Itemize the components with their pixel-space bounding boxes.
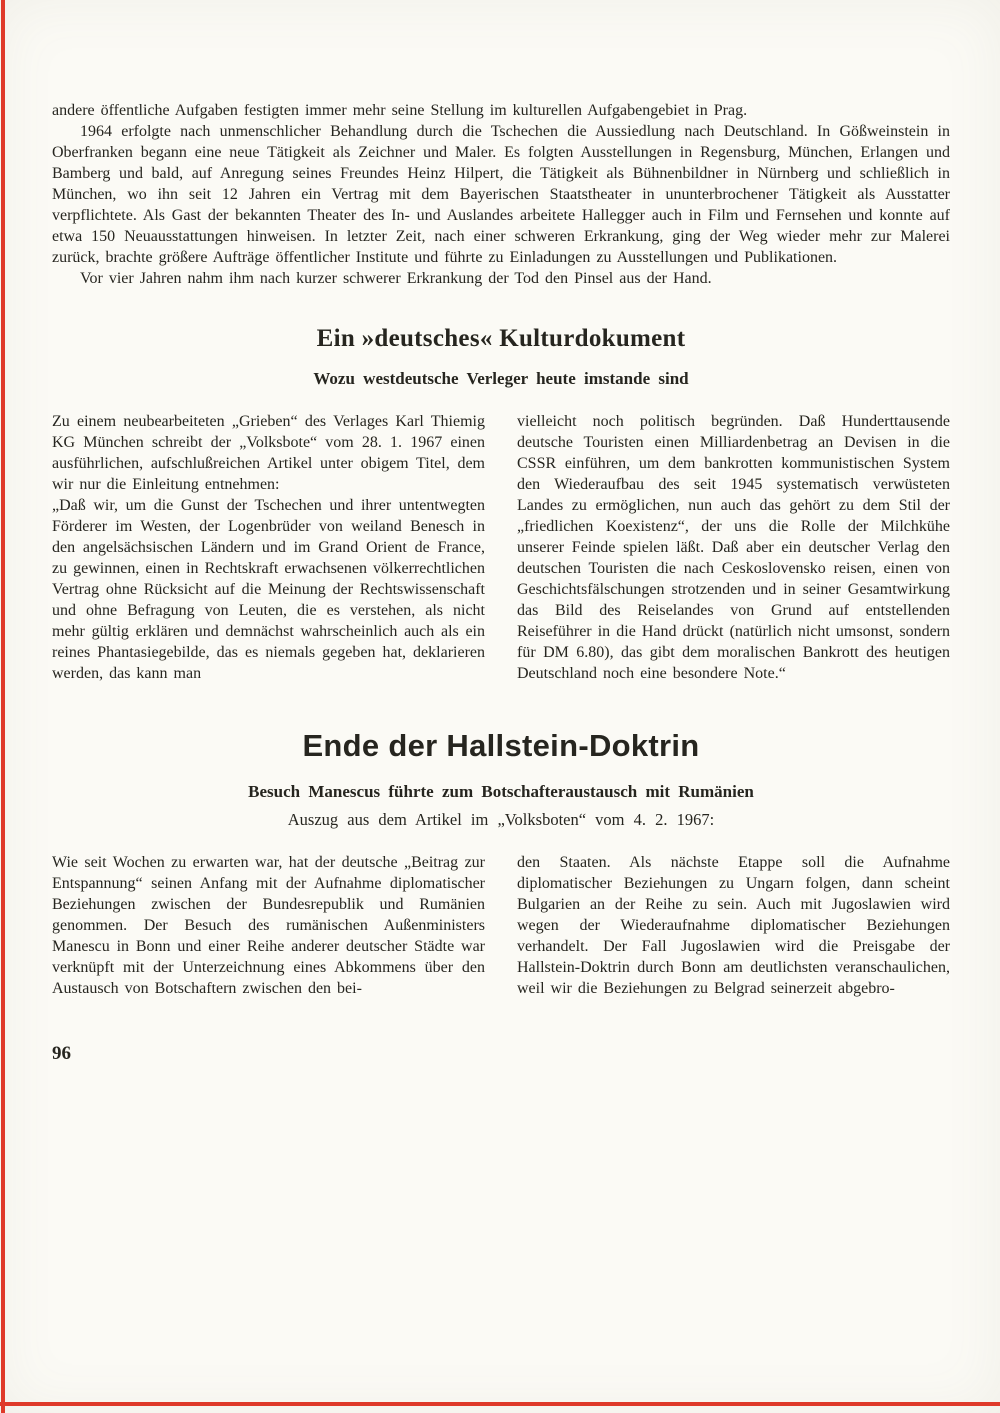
column-paragraph: den Staaten. Als nächste Etappe soll die Aufnahme diplomatischer Beziehungen zu Ungarn folgen, dann scheint Bulgarien an der Reihe zu sein. Auch mit Jugoslawien wird wegen der Wiederaufnahme diplomatischer Beziehungen verhandelt. Der Fall Jugoslawien wird die Preisgabe der Hallstein-Doktrin durch Bonn am deutlichsten veranschaulichen, weil wir die Beziehungen zu Belgrad seinerzeit abgebro- <box>517 854 950 997</box>
intro-paragraph: Vor vier Jahren nahm ihm nach kurzer schwerer Erkrankung der Tod den Pinsel aus der Hand. <box>80 270 712 287</box>
section-subtitle-kulturdokument: Wozu westdeutsche Verleger heute imstande sind <box>313 369 689 388</box>
page-content <box>52 100 950 1065</box>
page-left-border <box>1 0 5 1413</box>
section-title-kulturdokument: Ein »deutsches« Kulturdokument <box>316 325 686 352</box>
left-column <box>52 411 485 684</box>
intro-paragraph: andere öffentliche Aufgaben festigten immer mehr seine Stellung im kulturellen Aufgabengebiet in Prag. <box>52 102 748 119</box>
two-column-layout-kulturdokument <box>52 411 950 684</box>
right-column <box>517 852 950 999</box>
section-subtitle-hallstein: Besuch Manescus führte zum Botschafteraustausch mit Rumänien <box>248 782 754 801</box>
column-paragraph: Wie seit Wochen zu erwarten war, hat der deutsche „Beitrag zur Entspannung“ seinen Anfang mit der Aufnahme diplomatischer Beziehungen zwischen der Bundesrepublik und Rumänien genommen. Der Besuch des rumänischen Außenministers Manescu in Bonn und einer Reihe anderer deutscher Städte war verknüpft mit der Unterzeichnung eines Abkommens über den Austausch von Botschaftern zwischen den bei- <box>52 854 485 997</box>
column-paragraph: „Daß wir, um die Gunst der Tschechen und ihrer untentwegten Förderer im Westen, der Logenbrüder von weiland Benesch in den angelsächsischen Ländern und im Grand Orient de France, zu gewinnen, einen in Rechtskraft erwachsenen völkerrechtlichen Vertrag ohne Rücksicht auf die Meinung der Rechtswissenschaft und ohne Befragung von Leuten, die es verstehen, als nicht mehr gültig erklären und demnächst wahrscheinlich auch als ein reines Phantasiegebilde, das es niemals gegeben hat, deklarieren werden, das kann man <box>52 497 485 682</box>
source-line: Auszug aus dem Artikel im „Volksboten“ vom 4. 2. 1967: <box>287 810 715 829</box>
section-title-hallstein: Ende der Hallstein-Doktrin <box>302 728 700 763</box>
page-number: 96 <box>52 1043 71 1064</box>
page-bottom-border <box>0 1402 1000 1406</box>
intro-paragraph: 1964 erfolgte nach unmenschlicher Behandlung durch die Tschechen die Aussiedlung nach Deutschland. In Gößweinstein in Oberfranken begann eine neue Tätigkeit als Zeichner und Maler. Es folgten Ausstellungen in Regensburg, München, Erlangen und Bamberg und bald, auf Anregung seines Freundes Heinz Hilpert, die Tätigkeit als Bühnenbildner in Nürnberg und schließlich in München, wo ihn seit 12 Jahren ein Vertrag mit dem Bayerischen Staatstheater in ununterbrochener Tätigkeit als Ausstatter verpflichtete. Als Gast der bekannten Theater des In- und Auslandes arbeitete Hallegger auch in Film und Fernsehen und konnte auf etwa 150 Neuausstattungen hinweisen. In letzter Zeit, nach einer schweren Erkrankung, ging der Weg wieder mehr zur Malerei zurück, brachte größere Aufträge öffentlicher Institute und führte zu Einladungen zu Ausstellungen und Publikationen. <box>52 123 950 266</box>
column-paragraph: Zu einem neubearbeiteten „Grieben“ des Verlages Karl Thiemig KG München schreibt der „Volksbote“ vom 28. 1. 1967 einen ausführlichen, aufschlußreichen Artikel unter obigem Titel, dem wir nur die Einleitung entnehmen: <box>52 413 485 493</box>
left-column <box>52 852 485 999</box>
column-paragraph: vielleicht noch politisch begründen. Daß Hunderttausende deutsche Touristen einen Milliardenbetrag an Devisen in die CSSR einführen, um dem bankrotten kommunistischen System den Wiederaufbau des seit 1945 systematisch verwüsteten Landes zu ermöglichen, nun auch das gehört zu dem Stil der „friedlichen Koexistenz“, der uns die Rolle der Milchkühe unserer Feinde spielen läßt. Daß aber ein deutscher Verlag den deutschen Touristen die nach Ceskoslovensko reisen, einen von Geschichtsfälschungen strotzenden und in seiner Gesamtwirkung das Bild des Reiselandes von Grund auf entstellenden Reiseführer in die Hand drückt (natürlich nicht umsonst, sondern für DM 6.80), das gibt dem moralischen Bankrott des heutigen Deutschland noch eine besondere Note.“ <box>517 413 950 682</box>
two-column-layout-hallstein <box>52 852 950 999</box>
right-column <box>517 411 950 684</box>
